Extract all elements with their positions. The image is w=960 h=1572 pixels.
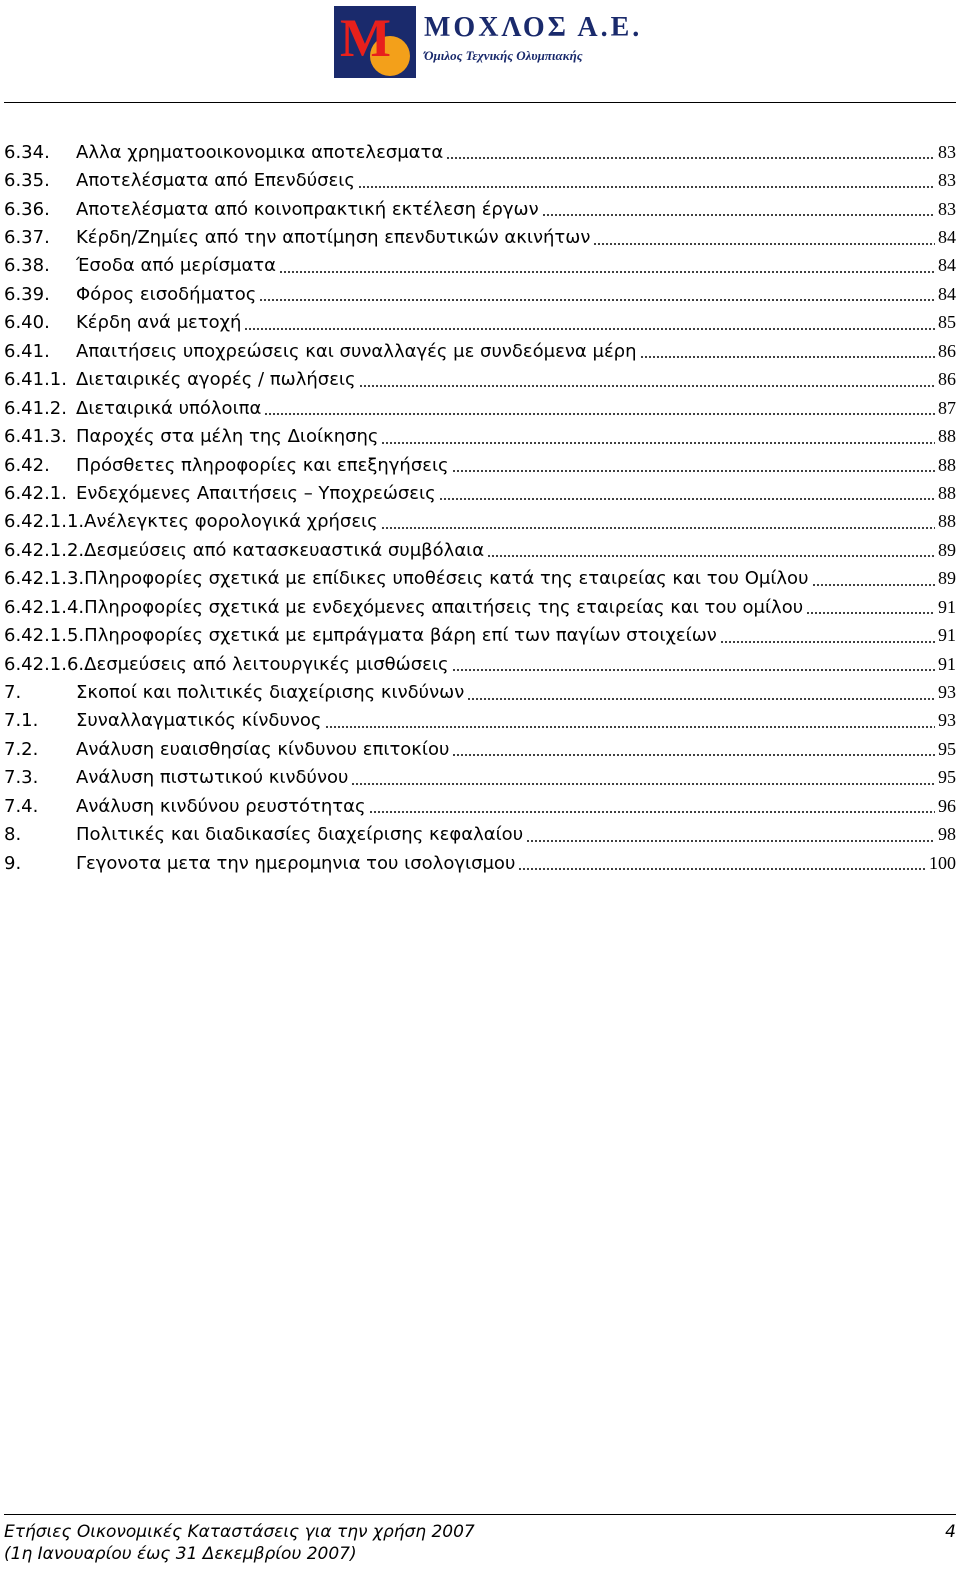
footer-title: Ετήσιες Οικονομικές Καταστάσεις για την χρήση 2007 [4, 1522, 475, 1542]
toc-dot-leader [526, 840, 935, 842]
toc-entry-title: Αποτελέσματα από κοινοπρακτική εκτέλεση έργων [76, 198, 539, 220]
toc-entry-number: 6.38. [4, 255, 50, 277]
toc-entry-number: 7.1. [4, 710, 39, 732]
toc-dot-leader [593, 243, 935, 245]
toc-entry[interactable] [4, 650, 956, 678]
toc-entry-title: Δεσμεύσεις από κατασκευαστικά συμβόλαια [84, 539, 485, 561]
toc-entry-title: Γεγονοτα μετα την ημερομηνια του ισολογισμου [76, 852, 516, 874]
toc-entry[interactable] [4, 565, 956, 593]
logo-mark [334, 6, 416, 78]
toc-entry-page: 83 [938, 170, 956, 191]
toc-entry-page: 91 [938, 653, 956, 674]
toc-entry[interactable] [4, 508, 956, 536]
toc-entry[interactable] [4, 479, 956, 507]
toc-entry[interactable] [4, 451, 956, 479]
toc-dot-leader [812, 584, 936, 586]
toc-dot-leader [720, 641, 935, 643]
toc-entry-number: 6.35. [4, 170, 50, 192]
toc-dot-leader [542, 214, 935, 216]
toc-entry[interactable] [4, 821, 956, 849]
toc-entry-title: Ανέλεγκτες φορολογικά χρήσεις [84, 511, 378, 533]
toc-entry-title: Ανάλυση ευαισθησίας κίνδυνου επιτοκίου [76, 738, 450, 760]
toc-entry[interactable] [4, 792, 956, 820]
toc-entry-title: Πληροφορίες σχετικά με ενδεχόμενες απαιτήσεις της εταιρείας και του ομίλου [84, 596, 804, 618]
toc-dot-leader [259, 299, 935, 301]
toc-entry[interactable] [4, 366, 956, 394]
toc-entry-page: 95 [938, 738, 956, 759]
toc-entry-number: 6.41.3. [4, 426, 67, 448]
toc-entry-page: 84 [938, 227, 956, 248]
toc-entry-title: Αποτελέσματα από Επενδύσεις [76, 170, 355, 192]
toc-entry-page: 98 [938, 824, 956, 845]
toc-entry[interactable] [4, 223, 956, 251]
toc-entry-number: 6.42.1.6. [4, 653, 85, 675]
toc-dot-leader [452, 754, 935, 756]
toc-entry[interactable] [4, 337, 956, 365]
toc-entry-page: 88 [938, 482, 956, 503]
toc-entry[interactable] [4, 280, 956, 308]
toc-entry-page: 84 [938, 255, 956, 276]
toc-dot-leader [279, 271, 935, 273]
toc-entry-number: 7.2. [4, 738, 39, 760]
toc-entry-number: 6.42. [4, 454, 50, 476]
toc-entry-title: Πληροφορίες σχετικά με εμπράγματα βάρη επί των παγίων στοιχείων [84, 625, 717, 647]
toc-entry[interactable] [4, 678, 956, 706]
company-name: ΜΟΧΛΟΣ Α.Ε. [424, 12, 643, 43]
toc-entry-number: 6.36. [4, 198, 50, 220]
toc-entry[interactable] [4, 422, 956, 450]
toc-entry[interactable] [4, 849, 956, 877]
toc-dot-leader [439, 498, 935, 500]
toc-entry-title: Φόρος εισοδήματος [76, 283, 257, 305]
page-number: 4 [945, 1522, 956, 1542]
toc-entry-number: 8. [4, 824, 22, 846]
toc-entry-number: 6.42.1.5. [4, 625, 85, 647]
toc-dot-leader [467, 698, 935, 700]
toc-entry-page: 83 [938, 198, 956, 219]
toc-dot-leader [381, 527, 935, 529]
toc-entry-number: 6.37. [4, 227, 50, 249]
toc-entry-title: Ανάλυση κινδύνου ρευστότητας [76, 795, 366, 817]
toc-entry-title: Διεταιρικά υπόλοιπα [76, 397, 262, 419]
toc-entry[interactable] [4, 252, 956, 280]
toc-entry-title: Ανάλυση πιστωτικού κινδύνου [76, 767, 349, 789]
toc-entry-page: 84 [938, 283, 956, 304]
toc-entry-page: 87 [938, 397, 956, 418]
toc-dot-leader [452, 669, 935, 671]
toc-entry-title: Δεσμεύσεις από λειτουργικές μισθώσεις [84, 653, 449, 675]
toc-entry-page: 89 [938, 539, 956, 560]
toc-entry-title: Διεταιρικές αγορές / πωλήσεις [76, 369, 356, 391]
company-subtitle: Όμιλος Τεχνικής Ολυμπιακής [424, 48, 583, 63]
toc-entry[interactable] [4, 536, 956, 564]
toc-entry[interactable] [4, 707, 956, 735]
toc-entry-title: Πολιτικές και διαδικασίες διαχείρισης κεφαλαίου [76, 824, 524, 846]
toc-entry-page: 88 [938, 511, 956, 532]
toc-entry-page: 95 [938, 767, 956, 788]
toc-entry-title: Αλλα χρηματοοικονομικα αποτελεσματα [76, 141, 444, 163]
toc-entry[interactable] [4, 166, 956, 194]
toc-dot-leader [446, 157, 935, 159]
toc-entry-number: 6.41.1. [4, 369, 67, 391]
toc-entry-number: 7. [4, 682, 22, 704]
footer-divider [4, 1514, 956, 1515]
toc-entry-number: 6.42.1.3. [4, 568, 85, 590]
toc-entry-page: 91 [938, 625, 956, 646]
toc-entry-title: Παροχές στα μέλη της Διοίκησης [76, 426, 379, 448]
toc-entry-title: Κέρδη ανά μετοχή [76, 312, 242, 334]
header-divider [4, 102, 956, 103]
toc-entry-page: 93 [938, 682, 956, 703]
toc-entry-page: 96 [938, 795, 956, 816]
logo-letter: M [340, 8, 389, 68]
toc-entry-page: 88 [938, 454, 956, 475]
toc-dot-leader [325, 726, 936, 728]
toc-entry-number: 6.39. [4, 283, 50, 305]
toc-entry[interactable] [4, 735, 956, 763]
toc-dot-leader [244, 328, 935, 330]
toc-entry[interactable] [4, 138, 956, 166]
toc-entry-page: 83 [938, 141, 956, 162]
toc-dot-leader [351, 783, 935, 785]
toc-dot-leader [264, 413, 935, 415]
toc-entry-number: 6.41. [4, 340, 50, 362]
toc-entry-number: 7.4. [4, 795, 39, 817]
toc-entry-page: 100 [929, 852, 956, 873]
toc-entry-number: 9. [4, 852, 22, 874]
toc-entry[interactable] [4, 195, 956, 223]
toc-dot-leader [518, 868, 926, 870]
page-header [0, 0, 960, 104]
toc-entry[interactable] [4, 593, 956, 621]
toc-entry-page: 91 [938, 596, 956, 617]
toc-entry-page: 88 [938, 426, 956, 447]
toc-entry-number: 6.42.1. [4, 482, 67, 504]
toc-dot-leader [359, 385, 935, 387]
company-logo [334, 6, 643, 80]
table-of-contents [4, 138, 956, 877]
toc-entry-page: 93 [938, 710, 956, 731]
toc-entry[interactable] [4, 621, 956, 649]
toc-dot-leader [640, 356, 935, 358]
toc-entry-title: Έσοδα από μερίσματα [76, 255, 277, 277]
toc-entry-number: 6.42.1.1. [4, 511, 85, 533]
toc-entry-number: 6.34. [4, 141, 50, 163]
toc-entry-number: 7.3. [4, 767, 39, 789]
toc-entry-title: Απαιτήσεις υποχρεώσεις και συναλλαγές με συνδεόμενα μέρη [76, 340, 637, 362]
toc-entry-title: Πληροφορίες σχετικά με επίδικες υποθέσεις κατά της εταιρείας και του Ομίλου [84, 568, 809, 590]
toc-entry-page: 89 [938, 568, 956, 589]
toc-dot-leader [806, 612, 935, 614]
toc-dot-leader [452, 470, 935, 472]
toc-entry[interactable] [4, 394, 956, 422]
toc-entry[interactable] [4, 309, 956, 337]
toc-entry-number: 6.40. [4, 312, 50, 334]
toc-entry-title: Πρόσθετες πληροφορίες και επεξηγήσεις [76, 454, 449, 476]
toc-entry-number: 6.41.2. [4, 397, 67, 419]
toc-entry-page: 86 [938, 340, 956, 361]
toc-dot-leader [369, 811, 935, 813]
toc-entry-title: Συναλλαγματικός κίνδυνος [76, 710, 322, 732]
toc-entry-number: 6.42.1.2. [4, 539, 85, 561]
toc-entry[interactable] [4, 764, 956, 792]
toc-dot-leader [358, 186, 935, 188]
toc-entry-number: 6.42.1.4. [4, 596, 85, 618]
toc-entry-title: Ενδεχόμενες Απαιτήσεις – Υποχρεώσεις [76, 482, 436, 504]
toc-entry-page: 85 [938, 312, 956, 333]
toc-entry-page: 86 [938, 369, 956, 390]
toc-dot-leader [487, 555, 935, 557]
toc-entry-title: Κέρδη/Ζημίες από την αποτίμηση επενδυτικών ακινήτων [76, 227, 591, 249]
toc-entry-title: Σκοποί και πολιτικές διαχείρισης κινδύνων [76, 682, 465, 704]
toc-dot-leader [381, 442, 935, 444]
footer-period: (1η Ιανουαρίου έως 31 Δεκεμβρίου 2007) [4, 1544, 357, 1564]
